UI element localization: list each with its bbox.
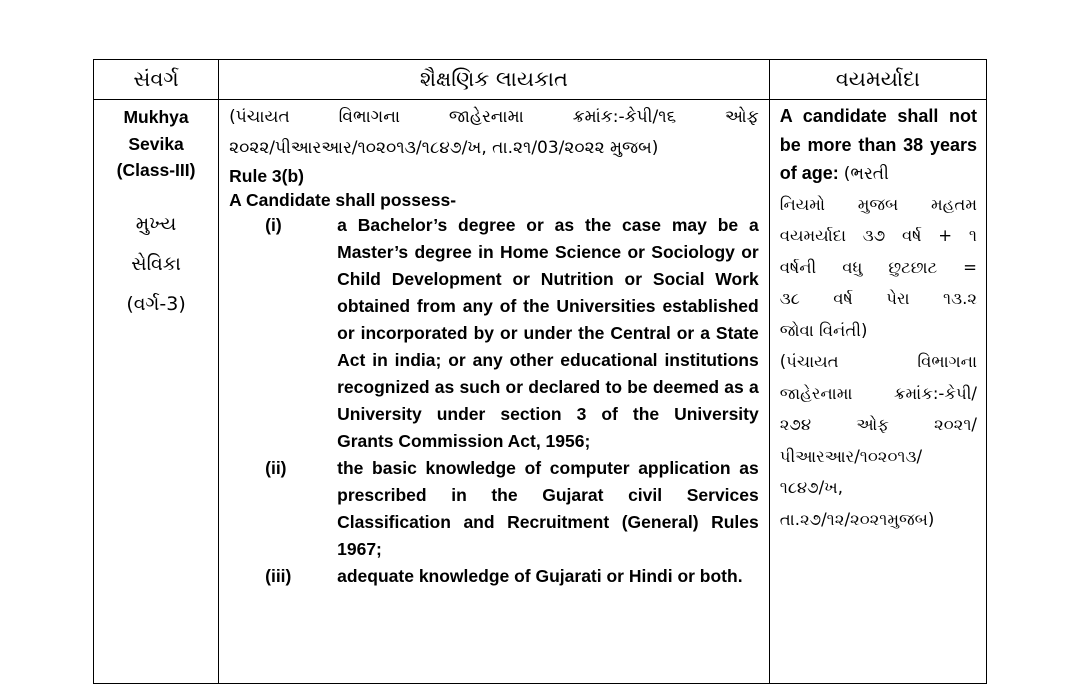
cadre-gujarati — [94, 204, 218, 324]
cadre-english-line: (Class-III) — [116, 160, 196, 180]
age-gujarati-line: (પંચાયત વિભાગના — [779, 352, 977, 371]
age-gujarati-line: ૩૮ વર્ષ પેરા ૧૩.૨ — [779, 289, 977, 308]
qualification-cell — [219, 100, 770, 684]
notification-line: ૨૦૨૨/પીઆરઆર/૧૦૨૦૧૩/૧૮૪૭/ખ, તા.૨૧/03/૨૦૨૨ મુજબ) — [229, 138, 659, 158]
item-text: the basic knowledge of computer application as prescribed in the Gujarat civil Services Classification and Recruitment (General) Rules 1967; — [337, 458, 759, 559]
notification-line: (પંચાયત વિભાગના જાહેરનામા ક્રમાંક:-કેપી/૧૬ ઓફ — [229, 107, 759, 127]
age-gujarati-line: વયમર્યાદા ૩૭ વર્ષ + ૧ — [779, 226, 977, 245]
age-gujarati-line: વર્ષની વધુ છુટછાટ = — [779, 257, 977, 277]
qualification-item — [229, 212, 759, 455]
header-educational-qualification: શૈક્ષણિક લાયકાત — [219, 60, 770, 100]
cadre-english-line: Sevika — [128, 133, 184, 154]
age-gujarati-line: જોવા વિનંતી) — [779, 320, 868, 340]
age-gujarati-line: જાહેરનામા ક્રમાંક:-કેપી/ — [779, 383, 977, 403]
cadre-cell — [94, 100, 219, 684]
header-age-limit: વયમર્યાદા — [769, 60, 986, 100]
rule-reference: Rule 3(b) — [229, 166, 304, 186]
cadre-english-line: Mukhya — [123, 107, 189, 127]
panchayat-notification-reference — [229, 102, 759, 164]
age-gujarati-line: ૨૭૪ ઓફ ૨૦૨૧/ — [779, 415, 977, 434]
recruitment-qualification-table — [93, 59, 987, 684]
qualification-intro: A Candidate shall possess- — [229, 190, 457, 210]
table-header-row — [94, 60, 987, 100]
age-gujarati-line: ૧૮૪૭/ખ, — [779, 478, 843, 497]
age-limit-cell — [769, 100, 986, 684]
qualification-item — [229, 563, 759, 590]
age-limit-english — [780, 102, 977, 189]
item-text: adequate knowledge of Gujarati or Hindi or both. — [337, 566, 743, 586]
item-number: (iii) — [265, 566, 292, 586]
age-limit-statement: A candidate shall not be more than 38 years of age: — [779, 106, 977, 183]
cadre-gujarati-line: (વર્ગ-3) — [126, 292, 186, 315]
cadre-gujarati-line: સેવિકા — [131, 252, 181, 275]
age-gujarati-line: તા.૨૭/૧૨/૨૦૨૧મુજબ) — [779, 509, 935, 529]
item-text: a Bachelor’s degree or as the case may be a Master’s degree in Home Science or Sociology or Child Development or Nutrition or Social Work obtained from any of the Universities established or incorporated by or under the Central or a State Act in india; or any other educational institutions recognized as such or declared to be deemed as a University under section 3 of the University Grants Commission Act, 1956; — [337, 215, 759, 451]
qualification-item — [229, 455, 759, 563]
header-cadre: સંવર્ગ — [94, 60, 219, 100]
item-number: (i) — [265, 215, 282, 235]
age-limit-gujarati-start: (ભરતી — [843, 164, 889, 184]
age-gujarati-line: પીઆરઆર/૧૦૨૦૧૩/ — [779, 446, 923, 466]
age-limit-gujarati — [780, 189, 977, 536]
item-number: (ii) — [265, 458, 287, 478]
table-row — [94, 100, 987, 684]
age-gujarati-line: નિયમો મુજબ મહતમ — [779, 194, 977, 214]
cadre-english — [94, 104, 218, 184]
cadre-gujarati-line: મુખ્ય — [135, 212, 177, 235]
